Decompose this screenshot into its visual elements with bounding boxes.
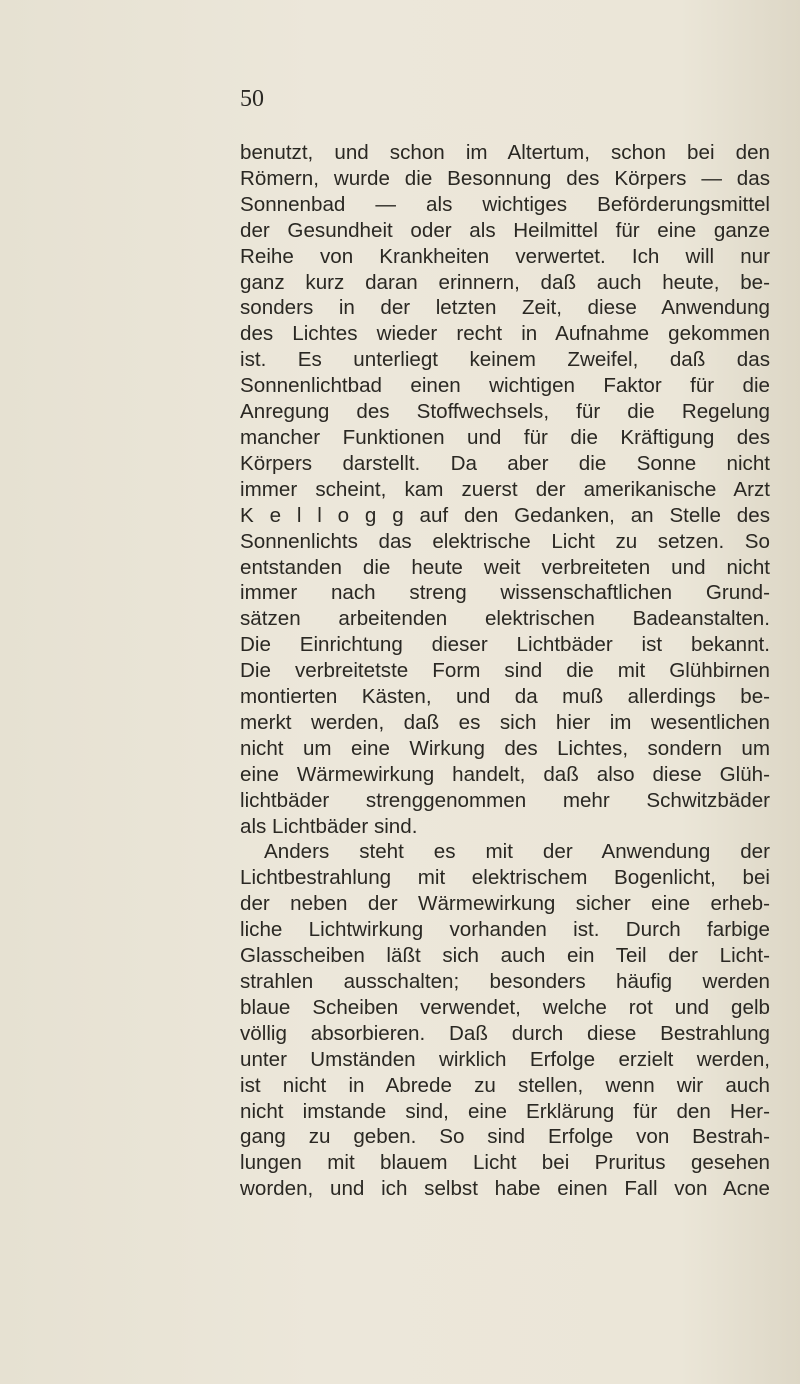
text-line: des Lichtes wieder recht in Aufnahme gekommen: [240, 322, 770, 346]
text-line: Sonnenbad — als wichtiges Beförderungsmittel: [240, 192, 770, 216]
text-line: völlig absorbieren. Daß durch diese Bestrahlung: [240, 1021, 770, 1045]
text-line: Körpers darstellt. Da aber die Sonne nicht: [240, 451, 770, 475]
text-line: strahlen ausschalten; besonders häufig werden: [240, 970, 770, 993]
text-line: Anregung des Stoffwechsels, für die Regelung: [240, 400, 770, 424]
text-line: entstanden die heute weit verbreiteten und nicht: [240, 555, 770, 579]
text-line: immer nach streng wissenschaftlichen Grund-: [240, 581, 770, 605]
text-line: merkt werden, daß es sich hier im wesentlichen: [240, 710, 770, 734]
text-line: der neben der Wärmewirkung sicher eine erheb-: [240, 892, 770, 916]
text-line: blaue Scheiben verwendet, welche rot und gelb: [240, 995, 770, 1019]
text-line: Anders steht es mit der Anwendung der: [264, 840, 770, 864]
text-line: sonders in der letzten Zeit, diese Anwendung: [240, 296, 770, 320]
text-line: lichtbäder strenggenommen mehr Schwitzbäder: [240, 788, 770, 812]
page-number: 50: [240, 86, 264, 112]
text-line: Die verbreitetste Form sind die mit Glühbirnen: [240, 659, 770, 683]
body-text: [240, 140, 770, 1202]
text-line: eine Wärmewirkung handelt, daß also diese Glüh-: [240, 762, 770, 786]
text-line: immer scheint, kam zuerst der amerikanische Arzt: [240, 477, 770, 501]
text-line: worden, und ich selbst habe einen Fall von Acne: [240, 1177, 770, 1201]
text-line: nicht um eine Wirkung des Lichtes, sondern um: [240, 736, 770, 760]
text-line: der Gesundheit oder als Heilmittel für eine ganze: [240, 218, 770, 242]
text-line: mancher Funktionen und für die Kräftigung des: [240, 425, 770, 449]
text-line: lungen mit blauem Licht bei Pruritus gesehen: [240, 1151, 770, 1175]
text-line: ist. Es unterliegt keinem Zweifel, daß das: [240, 348, 770, 372]
text-line: nicht imstande sind, eine Erklärung für den Her-: [240, 1099, 770, 1123]
text-line: ganz kurz daran erinnern, daß auch heute, be-: [240, 270, 770, 294]
text-line: gang zu geben. So sind Erfolge von Bestrah-: [240, 1125, 770, 1149]
text-line: ist nicht in Abrede zu stellen, wenn wir auch: [240, 1073, 770, 1097]
text-line: Sonnenlichtbad einen wichtigen Faktor für die: [240, 374, 770, 398]
text-line: K e l l o g g auf den Gedanken, an Stelle des: [240, 503, 770, 527]
text-line: Glasscheiben läßt sich auch ein Teil der Licht-: [240, 944, 770, 968]
text-line: benutzt, und schon im Altertum, schon bei den: [240, 141, 770, 164]
text-line: als Lichtbäder sind.: [240, 814, 418, 838]
text-line: Die Einrichtung dieser Lichtbäder ist bekannt.: [240, 633, 770, 657]
text-line: Römern, wurde die Besonnung des Körpers — das: [240, 166, 770, 190]
text-line: sätzen arbeitenden elektrischen Badeanstalten.: [240, 607, 770, 631]
text-line: Sonnenlichts das elektrische Licht zu setzen. So: [240, 529, 770, 553]
text-line: montierten Kästen, und da muß allerdings be-: [240, 685, 770, 709]
text-line: liche Lichtwirkung vorhanden ist. Durch farbige: [240, 918, 770, 942]
text-line: unter Umständen wirklich Erfolge erzielt werden,: [240, 1047, 770, 1071]
text-line: Lichtbestrahlung mit elektrischem Bogenlicht, bei: [240, 866, 770, 890]
text-line: Reihe von Krankheiten verwertet. Ich will nur: [240, 244, 770, 268]
